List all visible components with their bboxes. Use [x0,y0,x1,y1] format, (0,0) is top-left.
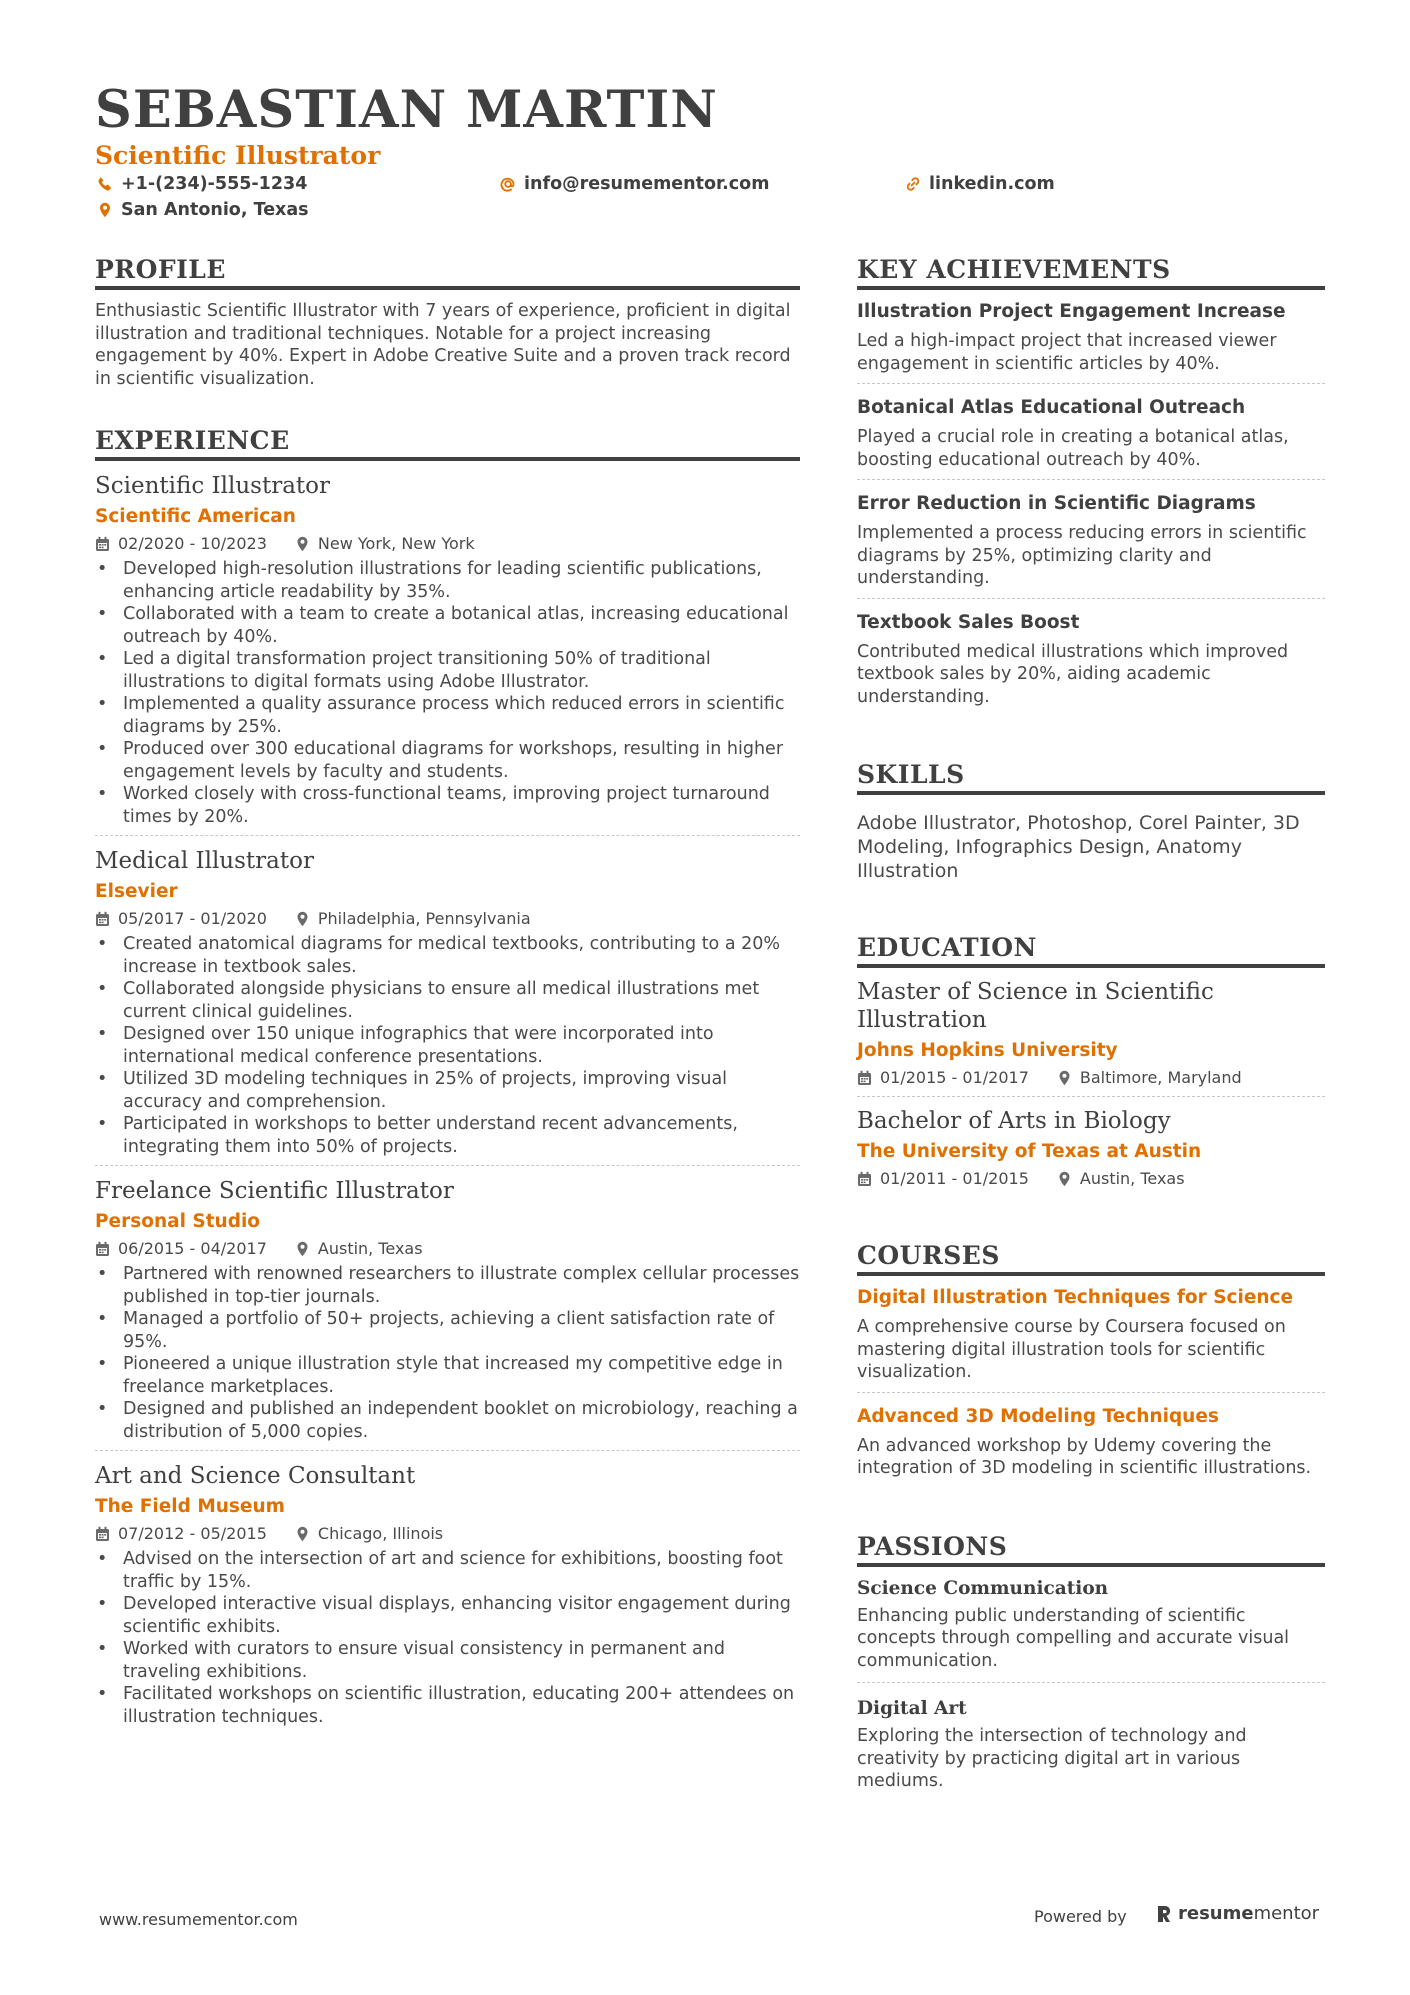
achievements-heading: KEY ACHIEVEMENTS [857,255,1325,290]
job-entry [95,1176,800,1451]
job-bullet: • Led a digital transformation project transitioning 50% of traditional illustrations to digital formats using Adobe Illustrator. [95,648,800,693]
brand-logo-icon [1156,1904,1172,1924]
experience-section [95,426,800,1735]
contact-phone [97,174,307,194]
location-icon [295,536,310,552]
passion-title: Digital Art [857,1698,967,1719]
job-role: Scientific Illustrator [95,473,330,499]
achievement-item [857,492,1325,599]
job-bullets [95,933,800,1158]
job-location: Austin, Texas [317,1239,423,1258]
job-company: Elsevier [95,881,178,902]
calendar-icon [95,911,110,927]
education-school: Johns Hopkins University [857,1040,1118,1061]
education-degree: Bachelor of Arts in Biology [857,1108,1171,1134]
passion-desc: Enhancing public understanding of scientific concepts through compelling and accurate visual communication. [857,1605,1290,1671]
achievement-title: Error Reduction in Scientific Diagrams [857,493,1256,514]
location-icon [295,911,310,927]
job-role: Art and Science Consultant [95,1463,416,1489]
job-bullet: • Collaborated alongside physicians to ensure all medical illustrations met current clinical guidelines. [95,978,800,1023]
job-entry [95,471,800,836]
job-bullet: • Produced over 300 educational diagrams for workshops, resulting in higher engagement levels by faculty and students. [95,738,800,783]
at-icon [500,176,516,192]
passion-desc: Exploring the intersection of technology and creativity by practicing digital art in various mediums. [857,1726,1247,1791]
job-company: Scientific American [95,506,296,527]
job-bullets [95,558,800,828]
education-dates: 01/2015 - 01/2017 [880,1068,1029,1087]
education-heading: EDUCATION [857,933,1325,968]
skills-text: Adobe Illustrator, Photoshop, Corel Painter, 3D Modeling, Infographics Design, Anatomy Illustration [857,812,1300,882]
job-bullet: • Participated in workshops to better understand recent advancements, integrating them into 50% of projects. [95,1113,800,1158]
job-entry [95,846,800,1166]
skills-heading: SKILLS [857,760,1325,795]
passion-item [857,1697,1325,1803]
course-desc: A comprehensive course by Coursera focused on mastering digital illustration tools for scientific visualization. [857,1317,1286,1382]
contact-email [500,174,769,194]
job-bullet: • Collaborated with a team to create a botanical atlas, increasing educational outreach by 40%. [95,603,800,648]
achievement-item [857,300,1325,384]
job-bullet: • Designed over 150 unique infographics that were incorporated into international medical conference presentations. [95,1023,800,1068]
achievement-desc: Contributed medical illustrations which improved textbook sales by 20%, aiding academic understanding. [857,641,1289,707]
job-bullet: • Advised on the intersection of art and science for exhibitions, boosting foot traffic by 15%. [95,1548,800,1593]
email-text[interactable]: info@resumementor.com [524,174,770,194]
experience-heading: EXPERIENCE [95,426,800,461]
location-icon [1057,1070,1072,1086]
education-school: The University of Texas at Austin [857,1141,1202,1162]
job-bullet: • Utilized 3D modeling techniques in 25% of projects, improving visual accuracy and comprehension. [95,1068,800,1113]
job-dates: 07/2012 - 05/2015 [118,1524,267,1543]
job-bullet: • Facilitated workshops on scientific illustration, educating 200+ attendees on illustration techniques. [95,1683,800,1728]
brand-light: mentor [1253,1903,1320,1924]
location-icon [295,1526,310,1542]
achievement-desc: Played a crucial role in creating a botanical atlas, boosting educational outreach by 40%. [857,427,1289,470]
contact-linkedin [905,174,1055,194]
education-location: Baltimore, Maryland [1079,1068,1242,1087]
job-meta [95,1524,800,1544]
skills-section [857,760,1325,883]
contact-location [97,200,309,220]
job-entry [95,1461,800,1735]
calendar-icon [857,1070,872,1086]
footer-powered-by: Powered by [1034,1907,1127,1926]
job-bullet: • Worked closely with cross-functional teams, improving project turnaround times by 20%. [95,783,800,828]
footer-website[interactable]: www.resumementor.com [99,1910,298,1929]
job-location: Philadelphia, Pennsylvania [317,909,531,928]
job-location: New York, New York [317,534,475,553]
job-location: Chicago, Illinois [317,1524,444,1543]
job-meta [95,1239,800,1259]
job-bullet: • Pioneered a unique illustration style that increased my competitive edge in freelance marketplaces. [95,1353,800,1398]
footer-brand[interactable] [1156,1903,1319,1924]
job-bullet: • Developed high-resolution illustrations for leading scientific publications, enhancing article readability by 35%. [95,558,800,603]
job-meta [95,534,800,554]
education-meta [857,1068,1325,1088]
courses-heading: COURSES [857,1241,1325,1276]
profile-section [95,255,800,390]
location-icon [1057,1171,1072,1187]
course-item [857,1405,1325,1488]
education-meta [857,1169,1325,1189]
courses-section [857,1241,1325,1488]
job-bullet: • Developed interactive visual displays, enhancing visitor engagement during scientific exhibits. [95,1593,800,1638]
passion-item [857,1577,1325,1684]
job-bullet: • Managed a portfolio of 50+ projects, achieving a client satisfaction rate of 95%. [95,1308,800,1353]
candidate-title: Scientific Illustrator [95,141,381,170]
passions-section [857,1532,1325,1803]
passion-title: Science Communication [857,1577,1109,1599]
education-item [857,978,1325,1097]
location-text: San Antonio, Texas [121,200,309,220]
phone-icon [97,176,113,192]
job-company: The Field Museum [95,1496,285,1517]
phone-text: +1-(234)-555-1234 [121,174,308,194]
job-role: Freelance Scientific Illustrator [95,1178,454,1204]
education-item [857,1107,1325,1197]
course-title: Advanced 3D Modeling Techniques [857,1405,1219,1427]
achievement-item [857,396,1325,480]
calendar-icon [95,536,110,552]
brand-bold: resume [1178,1903,1254,1924]
course-title: Digital Illustration Techniques for Science [857,1287,1294,1308]
achievement-title: Illustration Project Engagement Increase [857,301,1286,322]
achievement-item [857,611,1325,717]
location-icon [97,202,113,218]
candidate-name: SEBASTIAN MARTIN [95,80,718,140]
job-meta [95,909,800,929]
education-dates: 01/2011 - 01/2015 [880,1169,1029,1188]
achievement-title: Botanical Atlas Educational Outreach [857,397,1246,418]
achievement-title: Textbook Sales Boost [857,611,1080,633]
job-bullets [95,1263,800,1443]
education-section [857,933,1325,1197]
education-location: Austin, Texas [1079,1169,1185,1188]
profile-text: Enthusiastic Scientific Illustrator with 7 years of experience, proficient in digital illustration and traditional techniques. Notable for a project increasing engagement by 40%. Expert in Adobe Creative Suite and a proven track record in scientific visualization. [95,301,791,389]
job-bullet: • Partnered with renowned researchers to illustrate complex cellular processes published in top-tier journals. [95,1263,800,1308]
job-dates: 02/2020 - 10/2023 [118,534,267,553]
left-column [95,255,800,1775]
achievement-desc: Led a high-impact project that increased viewer engagement in scientific articles by 40%. [857,331,1277,374]
job-bullet: • Designed and published an independent booklet on microbiology, reaching a distribution of 5,000 copies. [95,1398,800,1443]
profile-heading: PROFILE [95,255,800,290]
calendar-icon [95,1526,110,1542]
job-bullet: • Implemented a quality assurance process which reduced errors in scientific diagrams by 25%. [95,693,800,738]
job-bullets [95,1548,800,1728]
job-dates: 06/2015 - 04/2017 [118,1239,267,1258]
calendar-icon [95,1241,110,1257]
course-item [857,1286,1325,1393]
job-company: Personal Studio [95,1211,261,1232]
achievement-desc: Implemented a process reducing errors in scientific diagrams by 25%, optimizing clarity and understanding. [857,523,1307,588]
location-icon [295,1241,310,1257]
education-degree: Master of Science in Scientific Illustration [857,979,1214,1033]
job-dates: 05/2017 - 01/2020 [118,909,267,928]
passions-heading: PASSIONS [857,1532,1325,1567]
course-desc: An advanced workshop by Udemy covering the integration of 3D modeling in scientific illustrations. [857,1435,1312,1478]
job-role: Medical Illustrator [95,848,314,874]
right-column [857,255,1325,1843]
calendar-icon [857,1171,872,1187]
link-icon [905,176,921,192]
achievements-section [857,255,1325,716]
job-bullet: • Worked with curators to ensure visual consistency in permanent and traveling exhibitions. [95,1638,800,1683]
linkedin-text[interactable]: linkedin.com [929,174,1055,194]
job-bullet: • Created anatomical diagrams for medical textbooks, contributing to a 20% increase in textbook sales. [95,933,800,978]
